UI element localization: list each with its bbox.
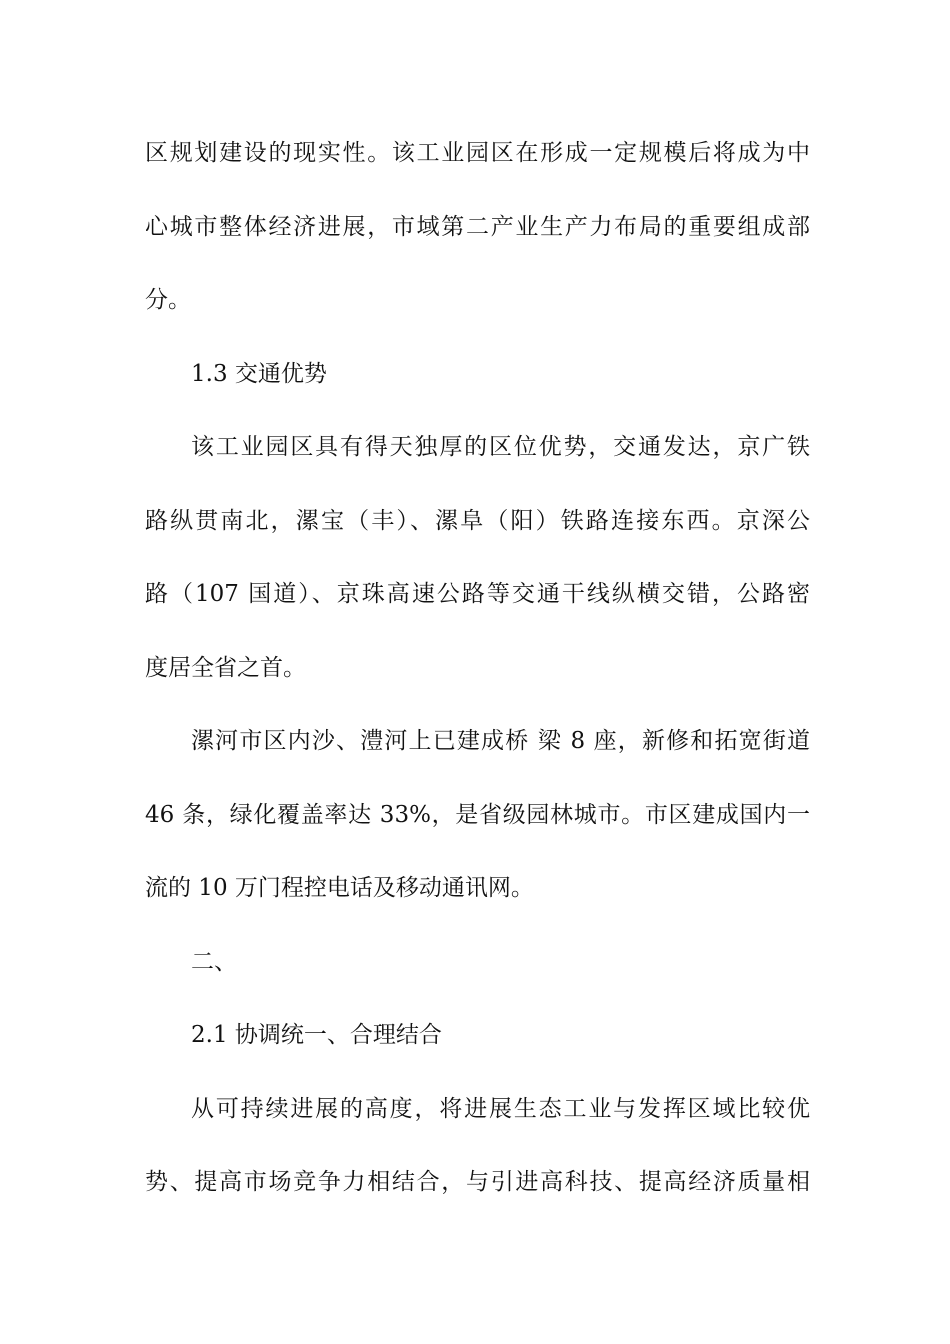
- section-heading: 2.1 协调统一、合理结合: [191, 1022, 442, 1048]
- paragraph-line: 分。: [145, 287, 191, 313]
- paragraph-line: 漯河市区内沙、澧河上已建成桥 梁 8 座，新修和拓宽街道: [191, 728, 810, 754]
- paragraph-line: 心城市整体经济进展，市域第二产业生产力布局的重要组成部: [145, 213, 810, 240]
- section-heading: 二、: [191, 948, 237, 975]
- paragraph-line: 度居全省之首。: [145, 654, 306, 681]
- paragraph-line: 区规划建设的现实性。该工业园区在形成一定规模后将成为中: [145, 140, 810, 166]
- section-heading: 1.3 交通优势: [191, 360, 327, 387]
- paragraph-line: 46 条，绿化覆盖率达 33%，是省级园林城市。市区建成国内一: [145, 801, 810, 828]
- paragraph-line: 从可持续进展的高度，将进展生态工业与发挥区域比较优: [191, 1095, 810, 1122]
- paragraph-line: 该工业园区具有得天独厚的区位优势，交通发达，京广铁: [191, 434, 810, 460]
- paragraph-line: 路纵贯南北，漯宝（丰）、漯阜（阳）铁路连接东西。京深公: [145, 507, 810, 534]
- paragraph-line: 路（107 国道）、京珠高速公路等交通干线纵横交错，公路密: [145, 581, 810, 607]
- paragraph-line: 流的 10 万门程控电话及移动通讯网。: [145, 875, 534, 901]
- paragraph-line: 势、提高市场竞争力相结合，与引进高科技、提高经济质量相: [145, 1169, 810, 1195]
- document-body: [145, 128, 810, 1231]
